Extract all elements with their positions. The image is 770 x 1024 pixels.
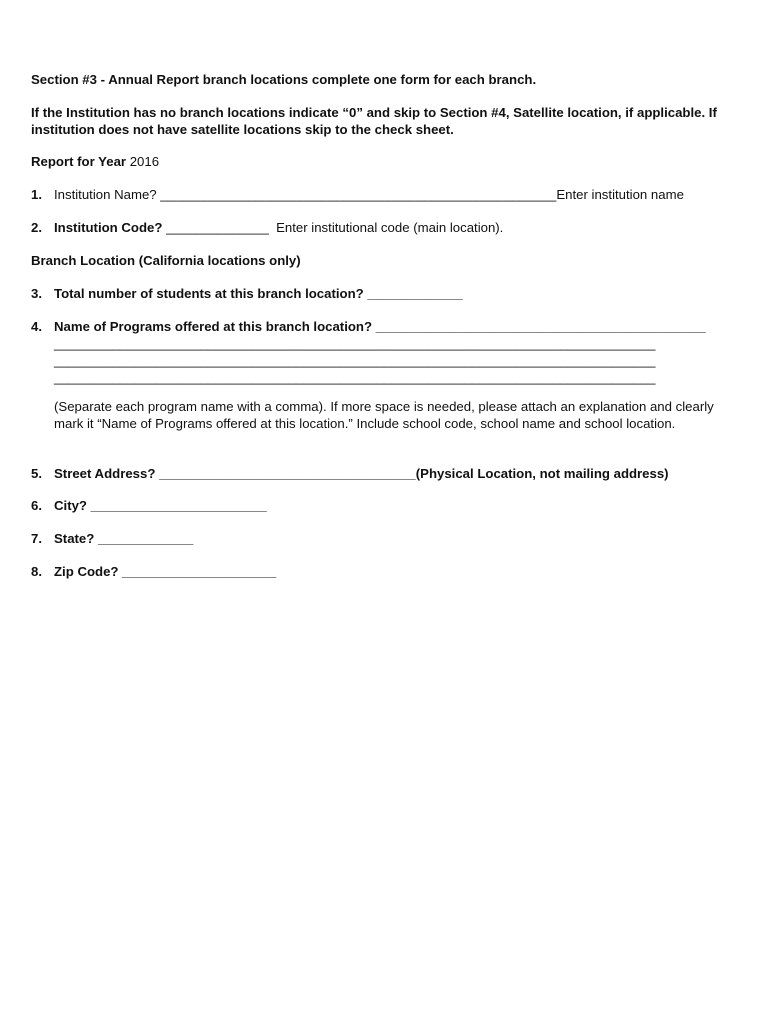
question-number: 4.	[31, 319, 42, 334]
question-1	[31, 186, 740, 203]
institution-name-hint: Enter institution name	[556, 187, 684, 202]
state-label: State?	[54, 531, 95, 546]
zip-code-field[interactable]: _____________________	[122, 564, 277, 579]
programs-label: Name of Programs offered at this branch location?	[54, 319, 373, 334]
question-3	[31, 285, 740, 302]
institution-name-field[interactable]: ______________________________________________________	[160, 187, 557, 202]
question-5	[31, 465, 740, 482]
student-count-field[interactable]: _____________	[367, 286, 463, 301]
report-year-row	[31, 153, 740, 170]
report-year-label: Report for Year	[31, 154, 127, 169]
city-label: City?	[54, 498, 87, 513]
street-address-field[interactable]: ___________________________________	[159, 466, 416, 481]
programs-field-line[interactable]: __________________________________________________________________________________	[54, 353, 656, 368]
section-heading: Section #3 - Annual Report branch locations complete one form for each branch.	[31, 72, 537, 87]
institution-code-label: Institution Code?	[54, 220, 163, 235]
question-number: 8.	[31, 564, 42, 579]
question-number: 7.	[31, 531, 42, 546]
programs-field[interactable]: _____________________________________________	[375, 319, 706, 334]
question-number: 1.	[31, 187, 42, 202]
report-year-value[interactable]: 2016	[129, 154, 160, 169]
instructions: If the Institution has no branch locations indicate “0” and skip to Section #4, Satellite location, if applicable. If institution does not have satellite locations skip to the check sheet.	[31, 105, 717, 137]
question-2	[31, 219, 740, 236]
programs-note: (Separate each program name with a comma). If more space is needed, please attach an explanation and clearly mark it “Name of Programs offered at this location.” Include school code, school name and school location.	[54, 399, 714, 431]
branch-heading: Branch Location (California locations only)	[31, 253, 301, 268]
question-number: 3.	[31, 286, 42, 301]
question-4	[31, 318, 740, 335]
street-address-hint: (Physical Location, not mailing address)	[415, 466, 669, 481]
question-number: 5.	[31, 466, 42, 481]
institution-code-field[interactable]: ______________	[166, 220, 269, 235]
question-6	[31, 497, 740, 514]
question-number: 2.	[31, 220, 42, 235]
state-field[interactable]: _____________	[97, 531, 194, 546]
street-address-label: Street Address?	[54, 466, 156, 481]
student-count-label: Total number of students at this branch location?	[54, 286, 364, 301]
city-field[interactable]: ________________________	[90, 498, 267, 513]
question-8	[31, 563, 740, 580]
programs-field-line[interactable]: __________________________________________________________________________________	[54, 336, 656, 351]
institution-code-hint: Enter institutional code (main location).	[276, 220, 504, 235]
question-7	[31, 530, 740, 547]
programs-field-line[interactable]: __________________________________________________________________________________	[54, 370, 656, 385]
zip-code-label: Zip Code?	[54, 564, 119, 579]
institution-name-label: Institution Name?	[54, 187, 157, 202]
question-number: 6.	[31, 498, 42, 513]
